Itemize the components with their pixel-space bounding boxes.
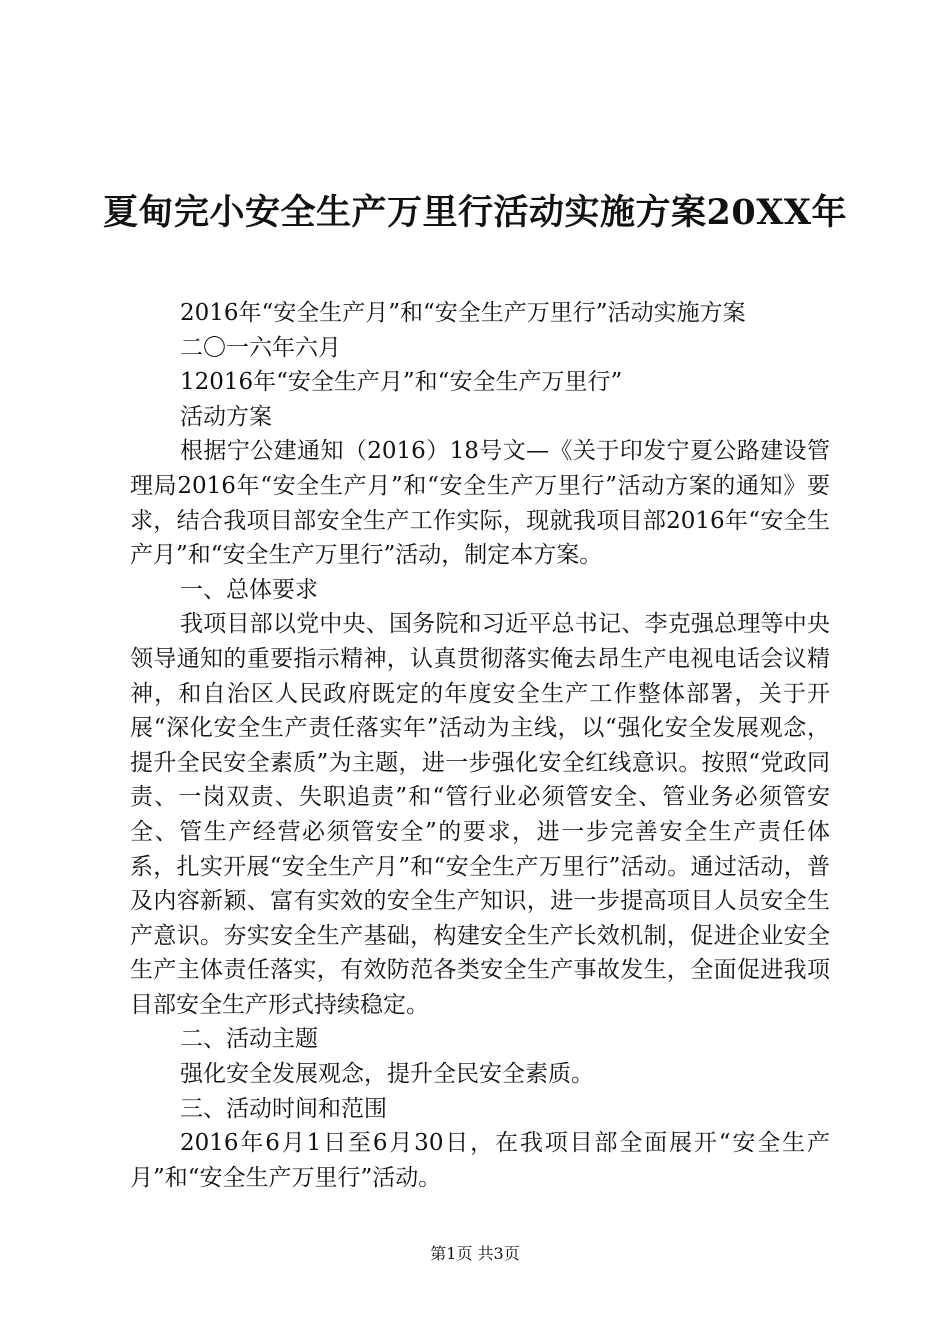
paragraph-plan-name: 2016年“安全生产月”和“安全生产万里行”活动实施方案 <box>180 300 746 326</box>
paragraph-date: 二〇一六年六月 <box>180 334 341 361</box>
section-heading-overall: 一、总体要求 <box>180 576 318 603</box>
paragraph-time-scope: 2016年6月1日至6月30日，在我项目部全面展开“安全生产月”和“安全生产万里行”活动。 <box>130 1130 830 1191</box>
document-title: 夏甸完小安全生产万里行活动实施方案20XX年 <box>102 192 848 233</box>
section-heading-theme: 二、活动主题 <box>180 1026 318 1053</box>
paragraph-basis: 根据宁公建通知（2016）18号文—《关于印发宁夏公路建设管理局2016年“安全生产月”和“安全生产万里行”活动方案的通知》要求，结合我项目部安全生产工作实际，现就我项目部2016年“安全生产月”和“安全生产万里行”活动，制定本方案。 <box>130 438 830 569</box>
document-body <box>130 296 830 1195</box>
paragraph-theme: 强化安全发展观念，提升全民安全素质。 <box>180 1061 594 1088</box>
section-heading-time-scope: 三、活动时间和范围 <box>180 1095 387 1122</box>
paragraph-subtitle-cont: 活动方案 <box>180 403 272 430</box>
paragraph-subtitle: 12016年“安全生产月”和“安全生产万里行” <box>180 369 623 396</box>
page-footer: 第1页 共3页 <box>430 1244 520 1263</box>
paragraph-overall-requirements: 我项目部以党中央、国务院和习近平总书记、李克强总理等中央领导通知的重要指示精神，认真贯彻落实俺去昂生产电视电话会议精神，和自治区人民政府既定的年度安全生产工作整体部署，关于开展“深化安全生产责任落实年”活动为主线，以“强化安全发展观念，提升全民安全素质”为主题，进一步强化安全红线意识。按照“党政同责、一岗双责、失职追责”和“管行业必须管安全、管业务必须管安全、管生产经营必须管安全”的要求，进一步完善安全生产责任体系，扎实开展“安全生产月”和“安全生产万里行”活动。通过活动，普及内容新颖、富有实效的安全生产知识，进一步提高项目人员安全生产意识。夯实安全生产基础，构建安全生产长效机制，促进企业安全生产主体责任落实，有效防范各类安全生产事故发生，全面促进我项目部安全生产形式持续稳定。 <box>130 611 830 1018</box>
